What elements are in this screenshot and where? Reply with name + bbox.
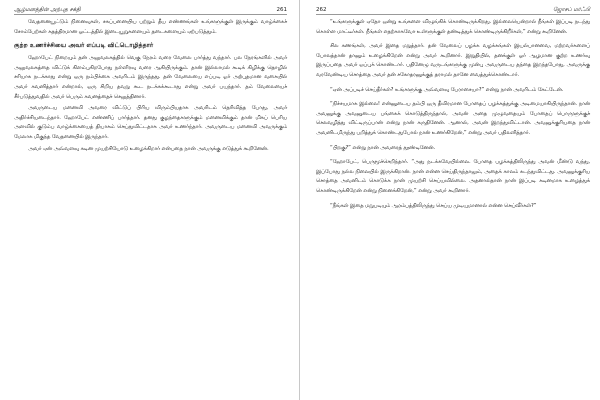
- right-header-title: ஜோசப் மர்ஃபி: [553, 7, 590, 13]
- left-paragraph-top: வேதனையூட்டும் நினைவுகள், சகப்பனையிய பற்றும் தீய எண்ணங்கள் உங்களுக்குள் இருக்கும் வாழ்க்கைச் சோம்பேற்கள் கதத்திரமான ஓட்டத்தில் இடையூறுகளையும் தடைகளையும் ஏற்படுத்தும்.: [14, 19, 287, 35]
- left-page-number: 261: [276, 7, 287, 13]
- right-paragraph: சில கணங்கள், அவர் இதை மறுத்தார். தன் வேலைப் பழக்க வழக்கங்கள் இயல்பானவை, மற்றவர்களைப் போலத்தான் தானும் உழைக்கிறேன் என்று அவர் கூறினார். இறுதியில், தனக்குள் ஓர் ஆழமான குற்ற உணர்வு இருப்பதை அவர் ஒப்புக் கொண்டார். பதினேழு வருடங்களுக்கு முன்பு அவருடைய தந்தை இறந்தபோது, அவருக்கு வரவேண்டிய சொத்தை அவர் தன் சகோதரனுக்குத் தராமல் தானே வைத்துக்கொண்டார்.: [316, 43, 590, 78]
- left-running-head: [14, 6, 287, 15]
- left-paragraph: அவர் ஏன் அவ்வளவு கடின முயற்சியோடு உழைக்கிறார் என்பதை நான் அவருக்கு எடுத்துக் கூறினேன்.: [28, 145, 269, 152]
- right-paragraph: “நீங்கள் இதை மறுபடியும் ஆரம்பத்திலிருந்து செய்ய முடியுமானால் என்ன செய்வீர்கள்?”: [330, 202, 537, 209]
- right-paragraph: “ஏன் அப்படிச் செய்தீர்கள்? உங்களுக்கு அவ்வளவு பேராசையா?” என்று நான் அவரிடம் கேட்டேன்.: [330, 86, 564, 93]
- left-paragraph: ஹோபேட் நிறையும் தன் அலுவலகத்தில் வெகு நேரம் வரை வேலை பார்த்து வந்தார். பல நேரங்களில் அவர் அலுவலகத்தை விட்டுக் கிளம்புகிறபோது நள்ளிரவு வரை ஆகியிருக்கும். தான் இல்லாமல் கூடிக் கிழிக்கு தொழில் சரியாக நடக்காது என்று ஒரு நம்பிக்கை அவரிடம் இருந்தது. தன் வேலையை எப்படி ஓர் அற்புதமான வகையில் அவர் கவனித்தார் என்றால், ஒரு சிறிய தவறு கூட நடக்கக்கூடாது என்று அவர் பயந்தார். தம் வேலையைச் சீர்படுத்துவதில் அவர் பெரும் கவனத்தைச் செலுத்தினார்.: [14, 55, 287, 100]
- right-page: [300, 0, 600, 400]
- right-page-number: 262: [316, 7, 327, 13]
- right-paragraph: “உங்களுக்குள் ஏதோ ஒன்று உங்களை விழுங்கிக் கொண்டிருக்கிறது. இல்லையென்றால் நீங்கள் இப்படி நடந்து கொள்ள மாட்டீர்கள். நீங்கள் எதற்காகவோ உள்ளுக்குள் தண்டித்துக் கொண்டிருக்கிறீர்கள்,” என்று கூறினேன்.: [316, 19, 590, 35]
- right-running-head: [316, 6, 590, 15]
- right-paragraph: “பிறகு?” என்று நான் அவரைத் தூண்டினேன்.: [330, 144, 436, 151]
- section-heading: குற்ற உணர்ச்சியை அவர் எப்படி விட்டொழித்தார்: [14, 42, 154, 50]
- right-paragraph: “ஹோபேட், பெருமூச்செறிந்தார். “அது நடக்கவேயில்லை. போதை பழக்கத்திலிருந்து அவன் மீண்டு வந்து, இப்போது நல்ல நிலையில் இருக்கிறான். நான் என்ன செய்திருந்தாலும், அதைக் காலம் கடந்துவிட்டது. அவனுக்குரிய சொத்தை அவனிடம் கொடுக்க நான் முயற்சி செய்யவில்லை. அதனால்தான் நான் இப்படி கடினமாக உழைத்துக் கொண்டிருக்கிறேன் என்று நினைக்கிறேன்,” என்று அவர் கூறினார்.: [316, 159, 590, 194]
- left-paragraph: அவருடைய மனைவி அவரை விட்டுப் பிரிய விரும்பியதாக அவரிடம் தெரிவித்த போது, அவர் அதிர்ச்சியடைந்தார். ஹோபேட் எண்ணிப் பார்த்தார். தனது குழந்தைகளுக்கும் மனைவிக்கும் தான் மிகப் பெரிய அளவில் குடும்ப வாழ்க்கையைத் தியாகம் செய்துவிட்டதாக அவர் உணர்ந்தார். அவருடைய மனைவி அவருக்கும் மேலாக மிகுந்த வேதனையில் இருந்தார்.: [14, 105, 287, 140]
- left-header-title: ஆழ்மனத்தின் அற்புத சக்தி: [14, 7, 81, 13]
- right-paragraph: “நிச்சயமாக இல்லை! என்னுடைய தம்பி ஒரு தீவிரமான போதைப் பழக்கத்துக்கு அடிமையாகியிருந்தான். நான் அவனுக்கு அவனுடைய பங்கைக் கொடுத்திருந்தால், அவன் அதை முழுவதையும் போதைப் பொருளுக்குச் செலவழித்து விட்டிருப்பான் என்று நான் கருதினேன். ஆனால், அவன் இறந்துவிட்டான். அவனுக்குரியதை நான் அவனிடமிருந்து பறித்துக் கொண்டதுபோல் நான் உணர்கிறேன்,” என்று அவர் பதிலளித்தார்.: [316, 101, 590, 136]
